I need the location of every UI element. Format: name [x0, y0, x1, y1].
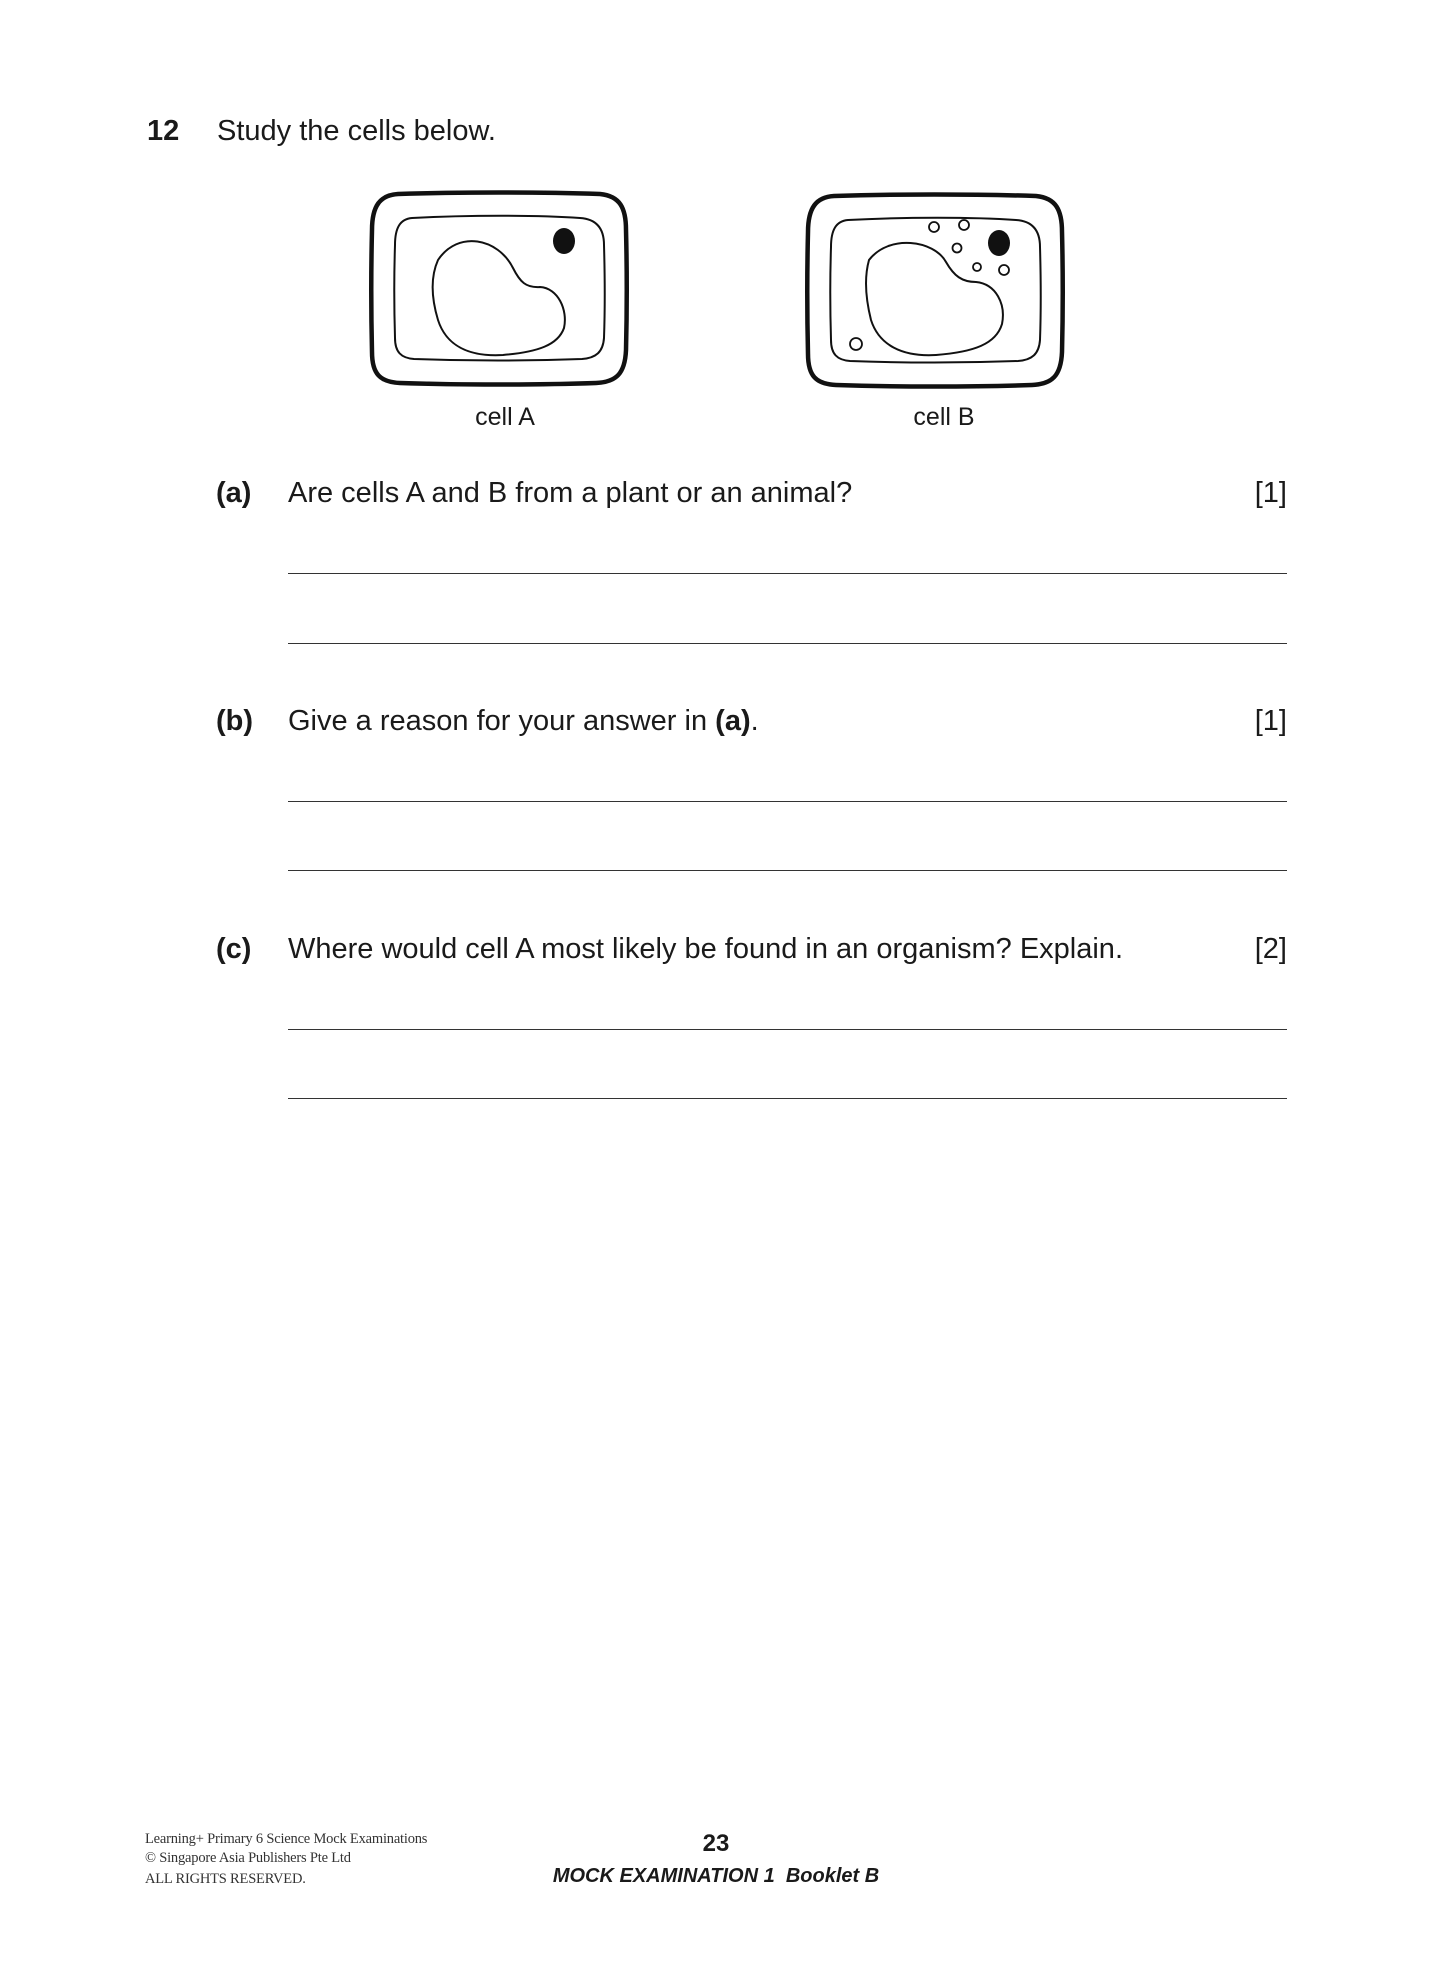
answer-line[interactable]: [288, 573, 1287, 574]
part-b-text: [288, 707, 759, 736]
part-a-text: Are cells A and B from a plant or an animal?: [288, 477, 853, 509]
exam-title: MOCK EXAMINATION 1 Booklet B: [552, 1865, 880, 1887]
part-a-letter: (a): [216, 477, 252, 509]
part-b-letter: (b): [216, 705, 254, 737]
part-c-marks: [2]: [1254, 933, 1287, 965]
part-b-reference: (a): [715, 705, 751, 737]
part-c-letter: (c): [216, 933, 252, 965]
nucleus-icon: [553, 228, 575, 254]
part-b-text-main: Give a reason for your answer in: [288, 705, 716, 737]
part-b-text-end: .: [750, 705, 759, 737]
part-b-marks: [1]: [1254, 705, 1287, 737]
part-c-text: Where would cell A most likely be found in an organism? Explain.: [288, 933, 1123, 965]
question-stem: Study the cells below.: [217, 115, 496, 147]
answer-line[interactable]: [288, 870, 1287, 871]
cell-a-diagram: [368, 190, 630, 388]
answer-line[interactable]: [288, 1098, 1287, 1099]
cell-b-diagram: [804, 192, 1066, 390]
footer-publisher-line: Learning+ Primary 6 Science Mock Examinations: [145, 1831, 428, 1847]
answer-line[interactable]: [288, 1029, 1287, 1030]
footer-publisher-line: ALL RIGHTS RESERVED.: [145, 1871, 306, 1887]
nucleus-icon: [988, 230, 1010, 256]
cell-b-label: cell B: [913, 403, 975, 431]
answer-line[interactable]: [288, 643, 1287, 644]
cell-a-label: cell A: [475, 403, 535, 431]
answer-line[interactable]: [288, 801, 1287, 802]
question-number: 12: [147, 115, 180, 147]
page-number: 23: [702, 1830, 730, 1857]
footer-publisher-line: © Singapore Asia Publishers Pte Ltd: [145, 1850, 351, 1866]
part-a-marks: [1]: [1254, 477, 1287, 509]
